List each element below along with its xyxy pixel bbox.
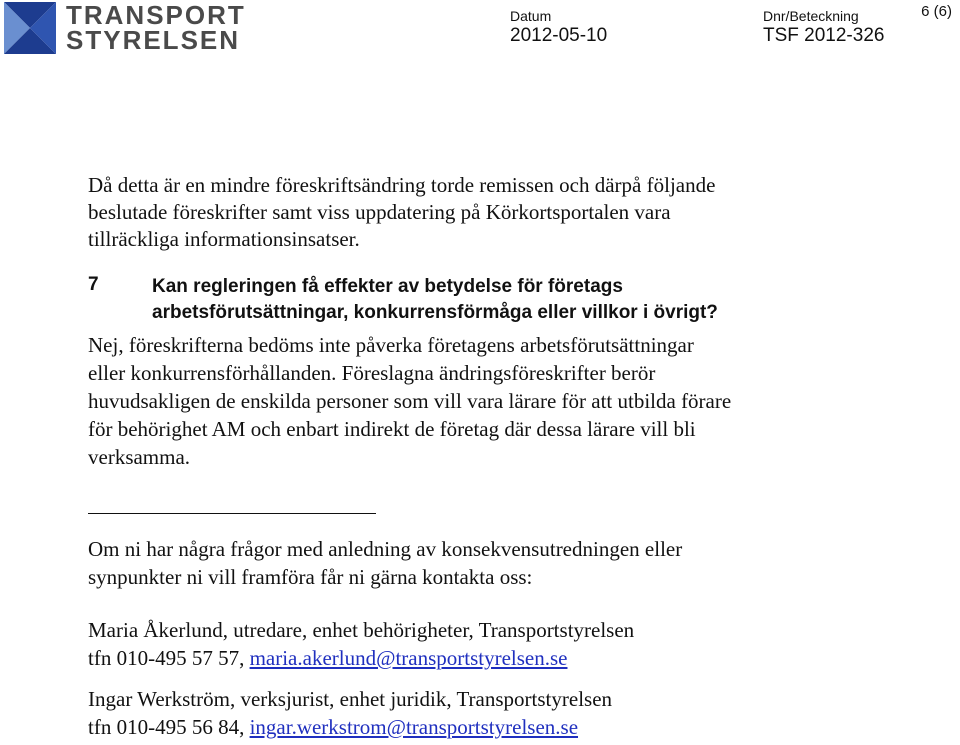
contact-phone-line (88, 713, 612, 741)
logo-icon (4, 2, 56, 54)
answer-line: Nej, föreskrifterna bedöms inte påverka företagens arbetsförutsättningar (88, 333, 694, 357)
contact-intro-line: synpunkter ni vill framföra får ni gärna kontakta oss: (88, 565, 533, 589)
answer-paragraph (88, 331, 731, 471)
question-line: arbetsförutsättningar, konkurrensförmåga eller villkor i övrigt? (152, 302, 718, 323)
reference-label: Dnr/Beteckning (763, 8, 859, 24)
answer-line: verksamma. (88, 445, 191, 469)
date-label: Datum (510, 8, 552, 24)
logo-line-1: TRANSPORT (66, 0, 246, 30)
transportstyrelsen-logo (4, 2, 246, 54)
email-link[interactable]: ingar.werkstrom@transportstyrelsen.se (249, 715, 579, 739)
contact-name-line: Ingar Werkström, verksjurist, enhet juridik, Transportstyrelsen (88, 687, 613, 711)
logo-line-2: STYRELSEN (66, 25, 241, 55)
contact-ingar (88, 685, 612, 741)
page-number: 6 (6) (921, 3, 952, 20)
intro-paragraph (88, 172, 715, 253)
contact-phone-line (88, 644, 634, 672)
question-number: 7 (88, 274, 99, 295)
answer-line: för behörighet AM och enbart indirekt de företag där dessa lärare vill bli (88, 417, 696, 441)
contact-intro (88, 535, 682, 591)
answer-line: eller konkurrensförhållanden. Föreslagna ändringsföreskrifter berör (88, 361, 656, 385)
contact-name-line: Maria Åkerlund, utredare, enhet behörigheter, Transportstyrelsen (88, 618, 635, 642)
question-heading (152, 274, 718, 326)
logo-wordmark (66, 0, 246, 55)
reference-value: TSF 2012-326 (763, 25, 885, 46)
contact-intro-line: Om ni har några frågor med anledning av konsekvensutredningen eller (88, 537, 683, 561)
question-line: Kan regleringen få effekter av betydelse för företags (152, 276, 623, 297)
contact-phone: tfn 010-495 56 84, (88, 715, 250, 739)
answer-line: huvudsakligen de enskilda personer som vill vara lärare för att utbilda förare (88, 389, 732, 413)
intro-line: tillräckliga informationsinsatser. (88, 227, 360, 251)
intro-line: beslutade föreskrifter samt viss uppdatering på Körkortsportalen vara (88, 200, 671, 224)
divider-line (88, 513, 376, 514)
email-link[interactable]: maria.akerlund@transportstyrelsen.se (249, 646, 568, 670)
date-value: 2012-05-10 (510, 25, 608, 46)
contact-phone: tfn 010-495 57 57, (88, 646, 250, 670)
intro-line: Då detta är en mindre föreskriftsändring torde remissen och därpå följande (88, 173, 716, 197)
contact-maria (88, 616, 634, 672)
